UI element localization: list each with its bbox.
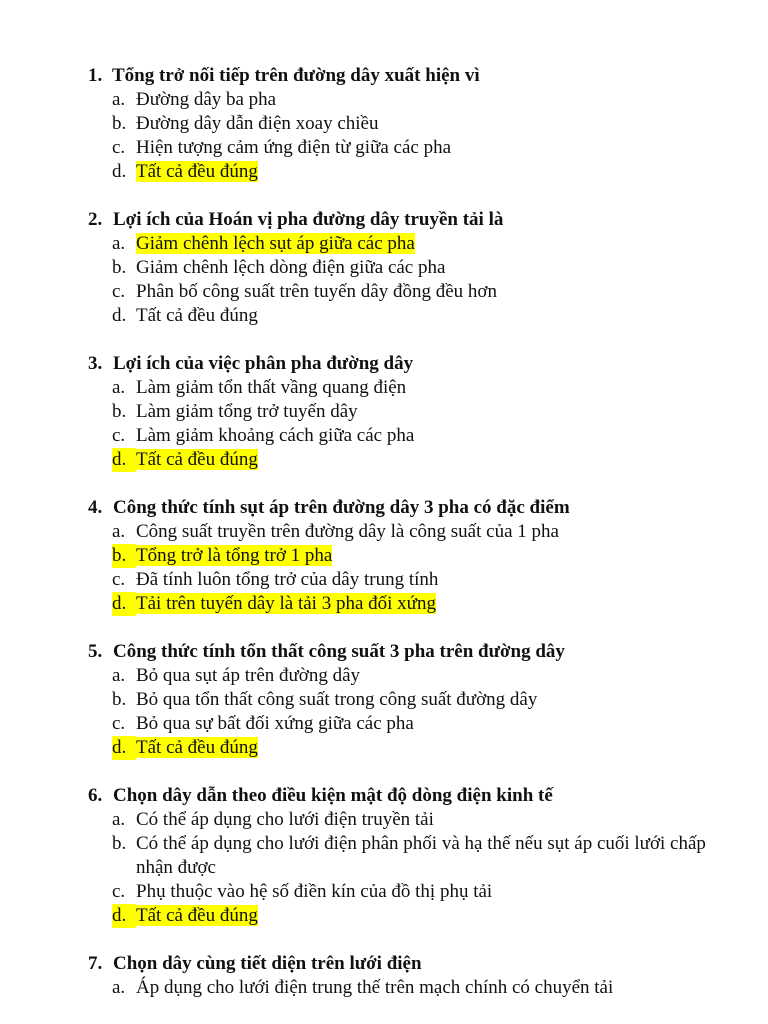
question-1 xyxy=(0,64,768,184)
answer-option xyxy=(0,424,768,448)
option-text: Giảm chênh lệch dòng điện giữa các pha xyxy=(136,257,446,278)
question-title: Công thức tính sụt áp trên đường dây 3 pha có đặc điểm xyxy=(113,497,570,518)
option-letter: c. xyxy=(112,881,126,902)
answer-option xyxy=(0,664,768,688)
question-number: 6. xyxy=(88,785,103,806)
question-heading xyxy=(0,952,768,976)
option-text: Làm giảm tổn thất vầng quang điện xyxy=(136,377,407,398)
answer-option xyxy=(0,544,768,568)
option-letter: a. xyxy=(112,977,126,998)
option-text: Hiện tượng cảm ứng điện từ giữa các pha xyxy=(136,137,452,158)
answer-option xyxy=(0,376,768,400)
question-4 xyxy=(0,496,768,616)
answer-option xyxy=(0,712,768,736)
option-text-wrap xyxy=(136,592,740,616)
question-6 xyxy=(0,784,768,928)
option-text-wrap xyxy=(136,424,740,448)
answer-option xyxy=(0,976,768,1000)
option-text: Có thể áp dụng cho lưới điện truyền tải xyxy=(136,809,434,830)
answer-option xyxy=(0,448,768,472)
option-text: Bỏ qua sự bất đối xứng giữa các pha xyxy=(136,713,414,734)
question-number: 4. xyxy=(88,497,103,518)
option-text-wrap xyxy=(136,712,740,736)
option-text-wrap xyxy=(136,280,740,304)
option-text: Làm giảm khoảng cách giữa các pha xyxy=(136,425,415,446)
question-heading xyxy=(0,640,768,664)
option-text: Bỏ qua tổn thất công suất trong công suất đường dây xyxy=(136,689,538,710)
option-letter: d. xyxy=(112,904,136,928)
option-text: Tất cả đều đúng xyxy=(136,305,258,326)
question-title: Chọn dây cùng tiết diện trên lưới điện xyxy=(113,953,422,974)
option-text-wrap xyxy=(136,304,740,328)
option-text-wrap xyxy=(136,256,740,280)
option-text-wrap xyxy=(136,400,740,424)
question-number: 7. xyxy=(88,953,103,974)
question-heading xyxy=(0,64,768,88)
question-heading xyxy=(0,496,768,520)
option-letter: b. xyxy=(112,401,127,422)
highlighted-answer-text: Tất cả đều đúng xyxy=(136,161,258,182)
question-2 xyxy=(0,208,768,328)
highlighted-answer-text: Tất cả đều đúng xyxy=(136,905,258,926)
option-letter: c. xyxy=(112,281,126,302)
highlighted-answer-text: Tất cả đều đúng xyxy=(136,449,258,470)
question-heading xyxy=(0,784,768,808)
option-text: Bỏ qua sụt áp trên đường dây xyxy=(136,665,361,686)
option-letter: c. xyxy=(112,569,126,590)
option-letter: c. xyxy=(112,425,126,446)
option-letter: a. xyxy=(112,665,126,686)
option-text-wrap xyxy=(136,976,740,1000)
question-number: 2. xyxy=(88,209,103,230)
answer-option xyxy=(0,280,768,304)
question-title: Lợi ích của việc phân pha đường dây xyxy=(113,353,414,374)
answer-option xyxy=(0,904,768,928)
option-text-wrap xyxy=(136,160,740,184)
option-letter: a. xyxy=(112,233,126,254)
question-5 xyxy=(0,640,768,760)
option-text-wrap xyxy=(136,664,740,688)
option-text-wrap xyxy=(136,880,740,904)
option-letter: c. xyxy=(112,137,126,158)
question-title: Lợi ích của Hoán vị pha đường dây truyền tải là xyxy=(113,209,504,230)
option-letter: a. xyxy=(112,89,126,110)
option-letter: c. xyxy=(112,713,126,734)
answer-option xyxy=(0,520,768,544)
option-text-wrap xyxy=(136,736,740,760)
option-text-wrap xyxy=(136,688,740,712)
answer-option xyxy=(0,688,768,712)
question-title: Tổng trở nối tiếp trên đường dây xuất hiện vì xyxy=(112,65,480,86)
option-letter: a. xyxy=(112,809,126,830)
answer-option xyxy=(0,880,768,904)
answer-option xyxy=(0,232,768,256)
answer-option xyxy=(0,736,768,760)
option-text-wrap xyxy=(136,112,740,136)
option-letter: d. xyxy=(112,736,136,760)
option-text: Phân bố công suất trên tuyến dây đồng đều hơn xyxy=(136,281,497,302)
question-heading xyxy=(0,208,768,232)
answer-option xyxy=(0,568,768,592)
answer-option xyxy=(0,592,768,616)
option-text-wrap xyxy=(136,232,740,256)
option-text: Đã tính luôn tổng trở của dây trung tính xyxy=(136,569,439,590)
question-heading xyxy=(0,352,768,376)
question-title: Chọn dây dẫn theo điều kiện mật độ dòng điện kinh tế xyxy=(113,785,553,806)
option-letter: b. xyxy=(112,833,127,854)
option-letter: a. xyxy=(112,377,126,398)
option-text-wrap xyxy=(136,448,740,472)
highlighted-answer-text: Tải trên tuyến dây là tải 3 pha đối xứng xyxy=(136,593,436,614)
answer-option xyxy=(0,832,768,880)
option-text: Công suất truyền trên đường dây là công suất của 1 pha xyxy=(136,521,559,542)
question-3 xyxy=(0,352,768,472)
option-text-wrap xyxy=(136,376,740,400)
option-letter: b. xyxy=(112,689,127,710)
option-letter: b. xyxy=(112,113,127,134)
answer-option xyxy=(0,112,768,136)
option-letter: d. xyxy=(112,448,136,472)
answer-option xyxy=(0,304,768,328)
option-text: Đường dây ba pha xyxy=(136,89,277,110)
option-letter: d. xyxy=(112,592,136,616)
option-text-wrap xyxy=(136,832,740,880)
answer-option xyxy=(0,136,768,160)
option-letter: b. xyxy=(112,544,136,568)
option-letter: b. xyxy=(112,257,127,278)
option-text-wrap xyxy=(136,88,740,112)
option-text: Đường dây dẫn điện xoay chiều xyxy=(136,113,379,134)
highlighted-answer-text: Tổng trở là tổng trở 1 pha xyxy=(136,545,333,566)
option-text: Làm giảm tổng trở tuyến dây xyxy=(136,401,358,422)
question-number: 3. xyxy=(88,353,103,374)
option-text-wrap xyxy=(136,544,740,568)
highlighted-answer-text: Tất cả đều đúng xyxy=(136,737,258,758)
option-text-wrap xyxy=(136,520,740,544)
option-text: Phụ thuộc vào hệ số điền kín của đồ thị phụ tải xyxy=(136,881,493,902)
option-text-wrap xyxy=(136,136,740,160)
answer-option xyxy=(0,808,768,832)
question-number: 1. xyxy=(88,65,103,86)
answer-option xyxy=(0,88,768,112)
option-text-wrap xyxy=(136,568,740,592)
highlighted-answer-text: Giảm chênh lệch sụt áp giữa các pha xyxy=(136,233,415,254)
answer-option xyxy=(0,400,768,424)
answer-option xyxy=(0,160,768,184)
option-letter: d. xyxy=(112,161,127,182)
option-text-wrap xyxy=(136,904,740,928)
option-text-wrap xyxy=(136,808,740,832)
answer-option xyxy=(0,256,768,280)
option-text: Áp dụng cho lưới điện trung thế trên mạch chính có chuyển tải xyxy=(136,977,614,998)
option-text: Có thể áp dụng cho lưới điện phân phối và hạ thế nếu sụt áp cuối lưới chấp nhận được xyxy=(136,833,706,878)
option-letter: d. xyxy=(112,305,127,326)
question-7 xyxy=(0,952,768,1000)
document-page xyxy=(0,64,768,1024)
option-letter: a. xyxy=(112,521,126,542)
question-title: Công thức tính tổn thất công suất 3 pha trên đường dây xyxy=(113,641,565,662)
question-number: 5. xyxy=(88,641,103,662)
